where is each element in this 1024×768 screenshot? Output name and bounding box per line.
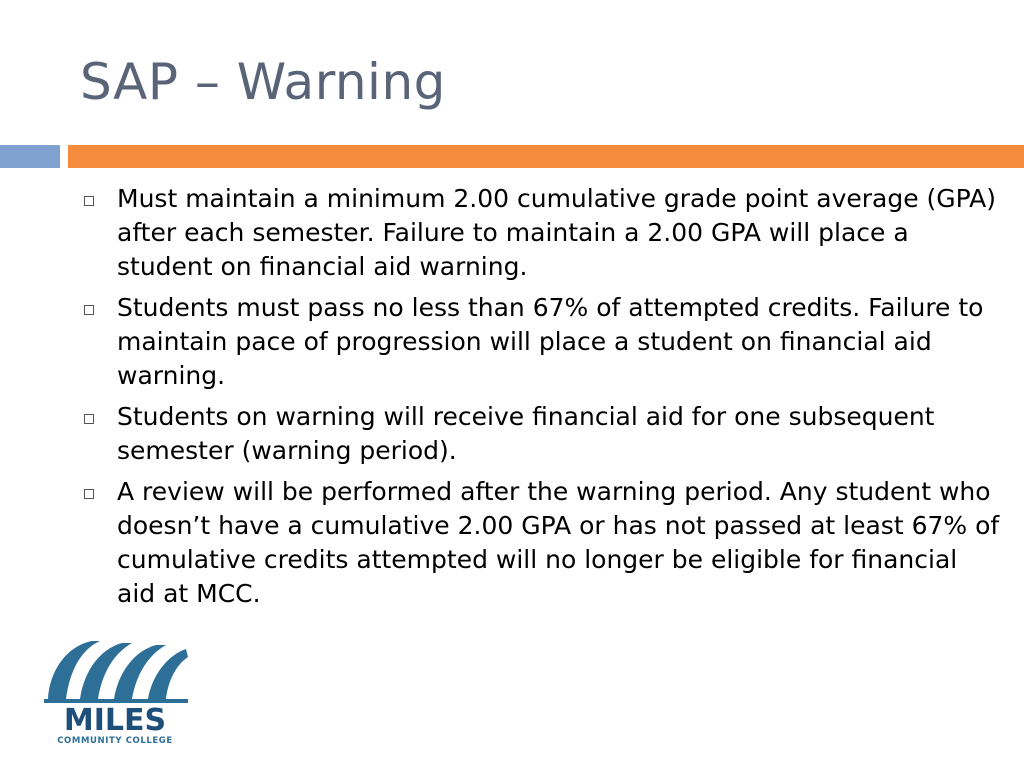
bullet-text: Must maintain a minimum 2.00 cumulative grade point average (GPA) after each semester. Failure to maintain a 2.00 GPA will place a student on financial aid warning. bbox=[117, 184, 997, 281]
title-rule-orange bbox=[68, 145, 1024, 168]
bullet-text: A review will be performed after the warning period. Any student who doesn’t have a cumulative 2.00 GPA or has not passed at least 67% of cumulative credits attempted will no longer be eligible for financial aid at MCC. bbox=[117, 477, 1000, 608]
hollow-square-bullet-icon bbox=[84, 305, 94, 315]
bullet-text: Students on warning will receive financial aid for one subsequent semester (warning period). bbox=[117, 402, 935, 465]
bullet-item bbox=[80, 291, 1000, 393]
title-rule-blue bbox=[0, 145, 60, 168]
hollow-square-bullet-icon bbox=[84, 196, 94, 206]
hollow-square-bullet-icon bbox=[84, 489, 94, 499]
bullet-item bbox=[80, 182, 1000, 284]
miles-community-college-logo bbox=[40, 637, 190, 747]
hollow-square-bullet-icon bbox=[84, 414, 94, 424]
bullet-item bbox=[80, 400, 1000, 468]
slide-title: SAP – Warning bbox=[80, 53, 446, 111]
miles-arches-logo bbox=[44, 641, 188, 703]
bullet-text: Students must pass no less than 67% of attempted credits. Failure to maintain pace of progression will place a student on financial aid warning. bbox=[117, 293, 984, 390]
bullet-item bbox=[80, 475, 1000, 611]
bullet-list bbox=[80, 182, 1000, 618]
logo-subtitle: COMMUNITY COLLEGE bbox=[57, 736, 173, 746]
logo-name: MILES bbox=[63, 703, 167, 738]
